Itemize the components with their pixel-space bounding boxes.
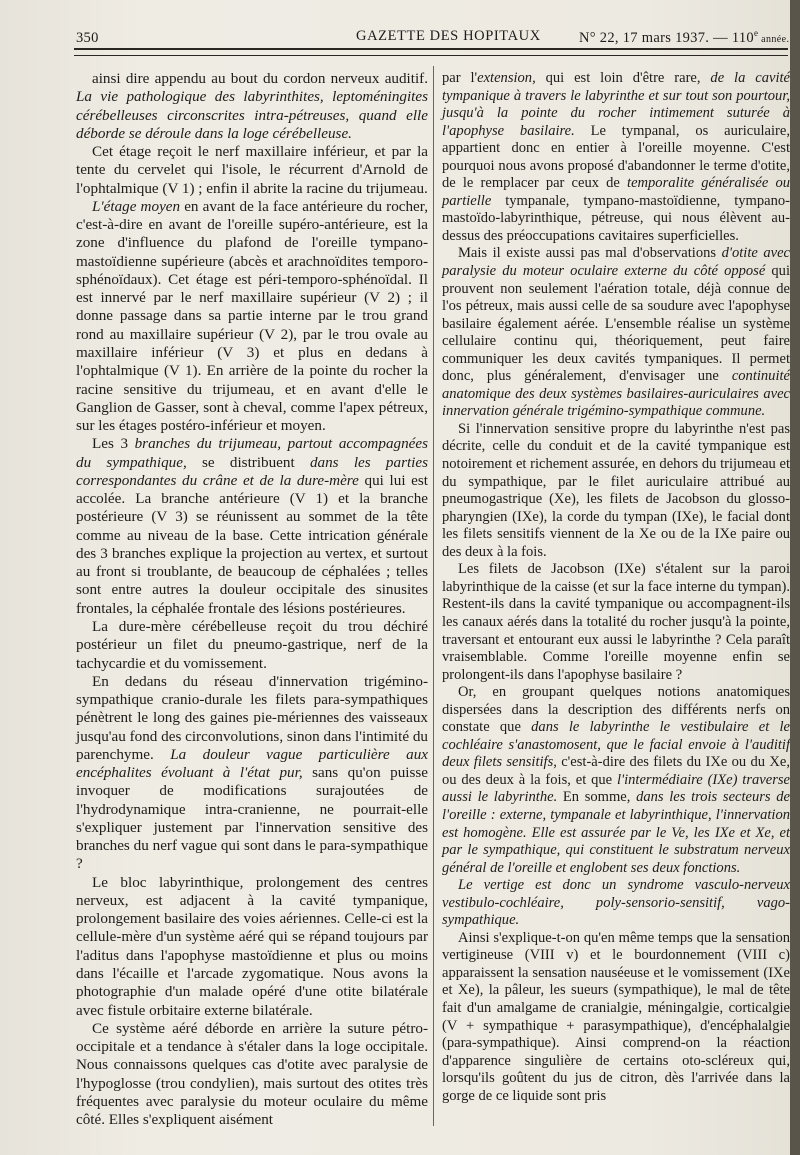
right-column bbox=[442, 70, 790, 1105]
paragraph bbox=[76, 435, 428, 618]
paragraph bbox=[442, 684, 790, 877]
paragraph bbox=[76, 1020, 428, 1130]
paragraph bbox=[442, 421, 790, 561]
paragraph bbox=[76, 198, 428, 435]
issue-ordinal: e bbox=[753, 28, 759, 38]
italic-text: La douleur vague particulière aux encéphalites évoluant à l'état pur, bbox=[76, 745, 428, 782]
italic-text: La vie pathologique des labyrinthites, leptoméningites cérébelleuses circonscrites intra-pétreuses, quand elle déborde se déroule dans la loge cérébelleuse. bbox=[76, 88, 428, 142]
text-run: Ainsi s'explique-t-on qu'en même temps que la sensation vertigineuse (VIII v) et le bourdonnement (VIII c) apparaissent la sensation nauséeuse et le vomissement (IXe et Xe), la pâleur, les sueurs (sympathique), le mal de tête fait d'un amalgame de cranialgie, méningalgie, corticalgie (V + sympathique + parasympathique), d'encéphalalgie (para-sympathique). Ainsi comprend-on la réaction d'apparence singulière de certains oto-scléreux qui, lorsqu'ils goûtent du jus de citron, dès l'arrivée dans la gorge de ce liquide sont pris bbox=[442, 929, 790, 1104]
column-divider bbox=[433, 66, 434, 1126]
italic-text: dans les trois secteurs de l'oreille : externe, tympanale et labyrinthique, l'innervation est homogène. Elle est assurée par le Ve, les IXe et Xe, et par le sympathique, qui constituent le substratum nerveux général de l'oreille et englobent ses deux fonctions. bbox=[442, 789, 790, 876]
text-run: Or, en groupant quelques notions anatomiques dispersées dans la description des différents nerfs on constate que bbox=[442, 684, 790, 736]
paragraph bbox=[76, 673, 428, 874]
paragraph bbox=[442, 930, 790, 1105]
italic-text: d'otite avec paralysie du moteur oculaire externe du côté opposé bbox=[442, 245, 790, 280]
issue-prefix: N° 22, 17 mars 1937. — 110 bbox=[579, 29, 754, 46]
italic-text: continuité anatomique des deux systèmes basilaires-auriculaires avec innervation générale trigémino-sympathique commune. bbox=[442, 368, 790, 420]
page-edge-shadow bbox=[790, 0, 800, 1155]
italic-text: dans les parties correspondantes du crâne et de la dure-mère bbox=[76, 453, 428, 489]
page-number: 350 bbox=[76, 30, 99, 46]
text-run: Cet étage reçoit le nerf maxillaire inférieur, et par la tente du cervelet qui l'isole, le récurrent d'Arnold de l'ophtalmique (V 1) ; enfin il abrite la racine du trijumeau. bbox=[76, 143, 428, 197]
text-run: en avant de la face antérieure du rocher, c'est-à-dire en avant de l'oreille supéro-antérieure, est la zone d'influence du plafond de l'oreille tympano-mastoïdienne supérieure (abcès et arachnoïdites temporo-sphénoïdaux). Cet étage est péri-temporo-sphénoïdal. Il est innervé par le nerf maxillaire supérieur (V 2) ; il donne passage dans sa partie interne par le trou grand rond au maxillaire supérieur (V 2), par le trou ovale au maxillaire inférieur (V 3) et plus en dedans à l'ophtalmique (V 1). En arrière de la pointe du rocher la racine sensitive du trijumeau, et en avant d'elle le Ganglion de Gasser, sont à cheval, comme l'apex pétreux, sur les étages postéro-inférieur et moyen. bbox=[76, 197, 428, 435]
left-column bbox=[76, 70, 428, 1129]
italic-text: Le vertige est donc un syndrome vasculo-nerveux vestibulo-cochléaire, poly-sensorio-sensitif, vago-sympathique. bbox=[442, 877, 790, 929]
text-run: tympanale, tympano-mastoïdienne, tympano-mastoïdo-labyrinthique, pétreuse, qui nous élèvent au-dessus des préoccupations cavitaires superficielles. bbox=[442, 192, 790, 244]
paragraph bbox=[76, 874, 428, 1020]
text-run: Si l'innervation sensitive propre du labyrinthe n'est pas décrite, celle du conduit et de la cavité tympanique est notoirement et richement assurée, en dehors du trijumeau et du sympathique, par le filet auriculaire attribué au pneumogastrique (Xe), les filets de Jacobson du glosso-pharyngien (IXe), la corde du tympan (IXe), le facial dont les filets sensitifs viennent de la Xe ou de la IXe paire ou des deux à la fois. bbox=[442, 420, 790, 560]
journal-title: GAZETTE DES HOPITAUX bbox=[356, 28, 541, 44]
header-rule-thin bbox=[74, 55, 788, 56]
text-run: En somme, bbox=[557, 789, 637, 806]
issue-year-label: année. bbox=[758, 33, 790, 45]
running-header bbox=[74, 26, 788, 50]
text-run: Le tympanal, os auriculaire, appartient donc en entier à l'oreille moyenne. C'est pourquoi nous avons proposé d'abandonner le terme d'otite, de le remplacer par ceux de bbox=[442, 122, 790, 192]
italic-text: L'étage moyen bbox=[92, 197, 181, 215]
italic-text: de la cavité tympanique à travers le labyrinthe et sur tout son pourtour, jusqu'à la pointe du rocher intimement suturée à l'apophyse basilaire. bbox=[442, 70, 790, 139]
text-run: La dure-mère cérébelleuse reçoit du trou déchiré postérieur un filet du pneumo-gastrique, nerf de la tachycardie et du vomissement. bbox=[76, 617, 428, 672]
text-run: ainsi dire appendu au bout du cordon nerveux auditif. bbox=[92, 70, 428, 87]
issue-info bbox=[579, 28, 789, 47]
paragraph bbox=[76, 143, 428, 198]
text-run: Le bloc labyrinthique, prolongement des centres nerveux, est adjacent à la cavité tympanique, prolongement basilaire des voies aériennes. Celle-ci est la cellule-mère d'un système aéré qui se répand toujours par l'aditus dans l'apophyse mastoïdienne et plus ou moins dans l'écaille et l'arcade zygomatique. Nous avons la photographie d'un malade opéré d'une otite bilatérale avec fistule orbitaire externe bilatérale. bbox=[76, 873, 428, 1019]
italic-text: extension, bbox=[477, 70, 536, 86]
text-run: qui est loin d'être rare, bbox=[535, 70, 711, 86]
text-run: Les filets de Jacobson (IXe) s'étalent sur la paroi labyrinthique de la caisse (et sur la face interne du tympan). Restent-ils dans la cavité tympanique ou accompagnent-ils les canaux aérés dans la totalité du rocher jusqu'à la pointe, traversant et entourant eux aussi le labyrinthe ? Cela paraît vraisemblable. Comme l'oreille moyenne enfin se prolongent-ils dans l'apophyse basilaire ? bbox=[442, 561, 790, 683]
italic-text: branches du trijumeau, partout accompagnées du sympathique, bbox=[76, 435, 428, 471]
paragraph bbox=[442, 877, 790, 930]
paragraph bbox=[442, 245, 790, 420]
paragraph bbox=[76, 618, 428, 673]
italic-text: dans le labyrinthe le vestibulaire et le cochléaire s'anastomosent, que le facial envoie à l'auditif deux filets sensitifs, bbox=[442, 719, 790, 771]
text-run: par l' bbox=[442, 70, 478, 86]
text-run: qui lui est accolée. La branche antérieure (V 1) et la branche postérieure (V 3) se réunissent au sommet de la tête comme au niveau de la base. Cette intrication générale des 3 branches explique la projection au vertex, et surtout au front si troublante, de beaucoup de céphalées ; telles sont entre autres la douleur occipitale des sinusites frontales, la céphalée frontale des lésions postérieures. bbox=[76, 471, 428, 617]
text-run: qui prouvent non seulement l'aération totale, déjà connue de l'os pétreux, mais aussi celle de sa soudure avec l'apophyse basilaire également aérée. L'ensemble réalise un système cellulaire continu qui, théoriquement, peut faire communiquer les deux cavités tympaniques. Il permet donc, plus généralement, d'envisager une bbox=[442, 263, 790, 385]
paragraph bbox=[442, 561, 790, 684]
text-run: Les 3 bbox=[92, 435, 135, 453]
text-run: Mais il existe aussi pas mal d'observations bbox=[458, 245, 722, 262]
text-run: se distribuent bbox=[186, 453, 310, 471]
italic-text: temporalite généralisée ou partielle bbox=[442, 175, 790, 209]
text-run: En dedans du réseau d'innervation trigémino-sympathique cranio-durale les filets para-sympathiques pénètrent le long des gaines pie-mériennes des vaisseaux jusqu'au fond des circonvolutions, sinon dans l'intimité du parenchyme. bbox=[76, 672, 428, 763]
text-run: sans qu'on puisse invoquer de modifications surajoutées de l'hydrodynamique intra-cranienne, ne pourrait-elle s'expliquer justement par l'innervation sensitive des branches du nerf vague qui sont dans le para-sympathique ? bbox=[76, 764, 428, 873]
text-run: c'est-à-dire des filets du IXe ou du Xe, ou des deux à la fois, et que bbox=[442, 754, 790, 788]
paragraph bbox=[76, 70, 428, 143]
text-run: Ce système aéré déborde en arrière la suture pétro-occipitale et a tendance à s'étaler dans la loge occipitale. Nous connaissons quelques cas d'otite avec paralysie de l'hypoglosse (trou condylien), mais surtout des otites très fréquentes avec paralysie du moteur oculaire du même côté. Elles s'expliquent aisément bbox=[76, 1019, 428, 1129]
paragraph bbox=[442, 70, 790, 245]
italic-text: l'intermédiaire (IXe) traverse aussi le labyrinthe. bbox=[442, 771, 790, 806]
header-rule-thick bbox=[74, 48, 788, 50]
